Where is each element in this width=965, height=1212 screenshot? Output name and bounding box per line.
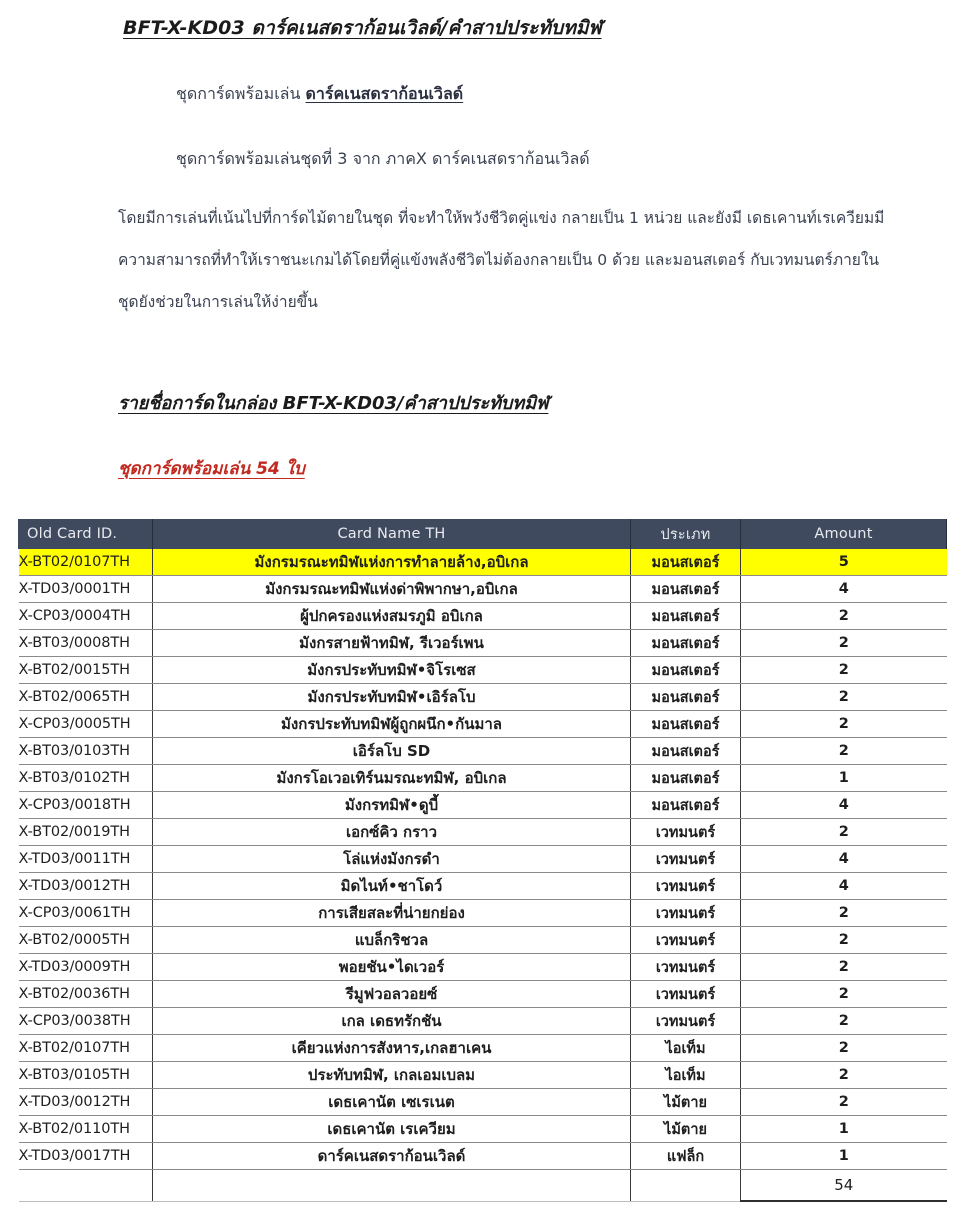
table-row [19, 657, 947, 684]
cell-card-type: เวทมนตร์ [631, 954, 741, 981]
column-header-old-card-id: Old Card ID. [19, 519, 153, 549]
cell-card-name: ผู้ปกครองแห่งสมรภูมิ อบิเกล [153, 603, 631, 630]
cell-card-amount: 2 [741, 657, 947, 684]
cell-card-name: มังกรทมิฬ•ดูบี้ [153, 792, 631, 819]
cell-card-type: มอนสเตอร์ [631, 738, 741, 765]
cell-card-type: มอนสเตอร์ [631, 657, 741, 684]
table-row [19, 684, 947, 711]
cell-card-name: มังกรประทับทมิฬผู้ถูกผนึก•กันมาล [153, 711, 631, 738]
table-row [19, 603, 947, 630]
cell-card-type: เวทมนตร์ [631, 873, 741, 900]
cell-card-amount: 2 [741, 900, 947, 927]
subtitle-line-2: ชุดการ์ดพร้อมเล่นชุดที่ 3 จาก ภาคX ดาร์คเนสดราก้อนเวิลด์ [176, 149, 590, 168]
cell-old-card-id: X-CP03/0005TH [19, 711, 153, 738]
cell-card-name: มังกรโอเวอเทิร์นมรณะทมิฬ, อบิเกล [153, 765, 631, 792]
table-row [19, 900, 947, 927]
table-row [19, 1089, 947, 1116]
cell-old-card-id: X-BT02/0036TH [19, 981, 153, 1008]
cell-card-amount: 2 [741, 927, 947, 954]
total-cell-card-name [153, 1170, 631, 1202]
cell-old-card-id: X-BT02/0015TH [19, 657, 153, 684]
cell-card-amount: 1 [741, 1143, 947, 1170]
cell-old-card-id: X-TD03/0012TH [19, 1089, 153, 1116]
cell-card-name: มังกรสายฟ้าทมิฬ, รีเวอร์เพน [153, 630, 631, 657]
cell-card-amount: 2 [741, 1035, 947, 1062]
table-row [19, 549, 947, 576]
table-row [19, 792, 947, 819]
table-row [19, 927, 947, 954]
total-cell-card-type [631, 1170, 741, 1202]
cell-card-amount: 2 [741, 711, 947, 738]
card-list-table-wrapper [18, 519, 946, 1202]
cell-card-name: มังกรมรณะทมิฬแห่งการทำลายล้าง,อบิเกล [153, 549, 631, 576]
cell-card-type: ไม้ตาย [631, 1116, 741, 1143]
cell-old-card-id: X-BT03/0103TH [19, 738, 153, 765]
cell-card-amount: 1 [741, 765, 947, 792]
total-cell-amount: 54 [741, 1170, 947, 1202]
table-row [19, 1062, 947, 1089]
cell-card-name: เคียวแห่งการสังหาร,เกลฮาเคน [153, 1035, 631, 1062]
cell-card-name: มังกรมรณะทมิฬแห่งด่าพิพากษา,อบิเกล [153, 576, 631, 603]
cell-card-name: เอิร์ลโบ SD [153, 738, 631, 765]
cell-card-name: มิดไนท์•ชาโดว์ [153, 873, 631, 900]
cell-card-amount: 2 [741, 1062, 947, 1089]
cell-old-card-id: X-BT02/0107TH [19, 1035, 153, 1062]
column-header-card-name-th: Card Name TH [153, 519, 631, 549]
table-row [19, 711, 947, 738]
cell-old-card-id: X-BT02/0110TH [19, 1116, 153, 1143]
table-total-row [19, 1170, 947, 1202]
cell-card-name: ดาร์คเนสดราก้อนเวิลด์ [153, 1143, 631, 1170]
cell-old-card-id: X-TD03/0001TH [19, 576, 153, 603]
cell-old-card-id: X-BT03/0105TH [19, 1062, 153, 1089]
cell-card-type: มอนสเตอร์ [631, 549, 741, 576]
cell-card-type: มอนสเตอร์ [631, 576, 741, 603]
cell-card-type: มอนสเตอร์ [631, 603, 741, 630]
cell-card-type: เวทมนตร์ [631, 846, 741, 873]
table-row [19, 873, 947, 900]
table-row [19, 981, 947, 1008]
column-header-amount: Amount [741, 519, 947, 549]
table-row [19, 1035, 947, 1062]
cell-old-card-id: X-CP03/0018TH [19, 792, 153, 819]
cell-old-card-id: X-CP03/0061TH [19, 900, 153, 927]
cell-card-name: แบล็กริชวล [153, 927, 631, 954]
cell-card-type: ไอเท็ม [631, 1062, 741, 1089]
cell-old-card-id: X-TD03/0012TH [19, 873, 153, 900]
table-body [19, 549, 947, 1201]
card-list-table [18, 519, 947, 1202]
cell-old-card-id: X-TD03/0017TH [19, 1143, 153, 1170]
cell-card-amount: 1 [741, 1116, 947, 1143]
table-row [19, 630, 947, 657]
cell-card-type: มอนสเตอร์ [631, 792, 741, 819]
card-list-heading: รายชื่อการ์ดในกล่อง BFT-X-KD03/คำสาปประทับทมิฬ [118, 393, 549, 414]
cell-card-amount: 2 [741, 1008, 947, 1035]
total-cell-old-card-id [19, 1170, 153, 1202]
cell-card-name: โล่แห่งมังกรดำ [153, 846, 631, 873]
cell-card-name: เดธเคานัต เซเรเนต [153, 1089, 631, 1116]
cell-card-amount: 4 [741, 792, 947, 819]
body-paragraph: โดยมีการเล่นที่เน้นไปที่การ์ดไม้ตายในชุด ที่จะทำให้พวังชีวิตคู่แข่ง กลายเป็น 1 หน่วย และยังมี เดธเคานท์เรเควียมมีความสามารถที่ทำให้เราชนะเกมได้โดยที่คู่แข้งพลังชีวิตไม่ต้องกลายเป็น 0 ด้วย และมอนสเตอร์ กับเวทมนตร์ภายในชุดยังช่วยในการเล่นให้ง่ายขึ้น [118, 209, 885, 311]
cell-card-type: แฟล็ก [631, 1143, 741, 1170]
cell-card-name: เกล เดธทรักชัน [153, 1008, 631, 1035]
cell-old-card-id: X-CP03/0004TH [19, 603, 153, 630]
cell-card-type: เวทมนตร์ [631, 927, 741, 954]
cell-old-card-id: X-TD03/0011TH [19, 846, 153, 873]
cell-old-card-id: X-BT02/0019TH [19, 819, 153, 846]
cell-card-amount: 2 [741, 603, 947, 630]
cell-card-type: ไอเท็ม [631, 1035, 741, 1062]
table-row [19, 1116, 947, 1143]
cell-card-amount: 2 [741, 684, 947, 711]
cell-card-type: เวทมนตร์ [631, 981, 741, 1008]
table-row [19, 1143, 947, 1170]
cell-card-type: มอนสเตอร์ [631, 711, 741, 738]
cell-card-name: มังกรประทับทมิฬ•จิโรเซส [153, 657, 631, 684]
cell-old-card-id: X-BT02/0005TH [19, 927, 153, 954]
cell-card-type: มอนสเตอร์ [631, 630, 741, 657]
cell-card-amount: 2 [741, 1089, 947, 1116]
cell-old-card-id: X-BT03/0102TH [19, 765, 153, 792]
table-header-row [19, 519, 947, 549]
cell-card-amount: 2 [741, 981, 947, 1008]
cell-card-amount: 2 [741, 630, 947, 657]
cell-card-name: เอกซ์คิว กราว [153, 819, 631, 846]
table-row [19, 846, 947, 873]
table-row [19, 954, 947, 981]
table-row [19, 765, 947, 792]
deck-count-heading: ชุดการ์ดพร้อมเล่น 54 ใบ [118, 459, 305, 479]
subtitle-prefix: ชุดการ์ดพร้อมเล่น [176, 84, 306, 103]
cell-card-type: เวทมนตร์ [631, 819, 741, 846]
cell-card-type: มอนสเตอร์ [631, 765, 741, 792]
table-row [19, 576, 947, 603]
cell-card-type: เวทมนตร์ [631, 1008, 741, 1035]
cell-old-card-id: X-BT02/0065TH [19, 684, 153, 711]
table-header [19, 519, 947, 549]
cell-card-amount: 2 [741, 954, 947, 981]
cell-old-card-id: X-BT03/0008TH [19, 630, 153, 657]
cell-card-name: มังกรประทับทมิฬ•เอิร์ลโบ [153, 684, 631, 711]
cell-card-amount: 4 [741, 846, 947, 873]
cell-card-amount: 4 [741, 873, 947, 900]
cell-card-amount: 2 [741, 738, 947, 765]
cell-old-card-id: X-TD03/0009TH [19, 954, 153, 981]
column-header-type: ประเภท [631, 519, 741, 549]
table-row [19, 819, 947, 846]
subtitle-line-1 [176, 82, 463, 107]
cell-old-card-id: X-CP03/0038TH [19, 1008, 153, 1035]
cell-card-amount: 4 [741, 576, 947, 603]
subtitle-emphasis: ดาร์คเนสดราก้อนเวิลด์ [305, 84, 464, 103]
cell-card-amount: 5 [741, 549, 947, 576]
table-row [19, 738, 947, 765]
cell-card-name: การเสียสละที่น่ายกย่อง [153, 900, 631, 927]
cell-card-name: เดธเคานัต เรเควียม [153, 1116, 631, 1143]
cell-card-type: เวทมนตร์ [631, 900, 741, 927]
cell-card-name: รีมูฟวอลวอยซ์ [153, 981, 631, 1008]
cell-card-name: พอยชัน•ไดเวอร์ [153, 954, 631, 981]
cell-card-type: ไม้ตาย [631, 1089, 741, 1116]
cell-card-amount: 2 [741, 819, 947, 846]
page-title: BFT-X-KD03 ดาร์คเนสดราก้อนเวิลด์/คำสาปประทับทมิฬ [123, 17, 602, 39]
cell-card-name: ประทับทมิฬ, เกลเอมเบลม [153, 1062, 631, 1089]
cell-card-type: มอนสเตอร์ [631, 684, 741, 711]
table-row [19, 1008, 947, 1035]
cell-old-card-id: X-BT02/0107TH [19, 549, 153, 576]
